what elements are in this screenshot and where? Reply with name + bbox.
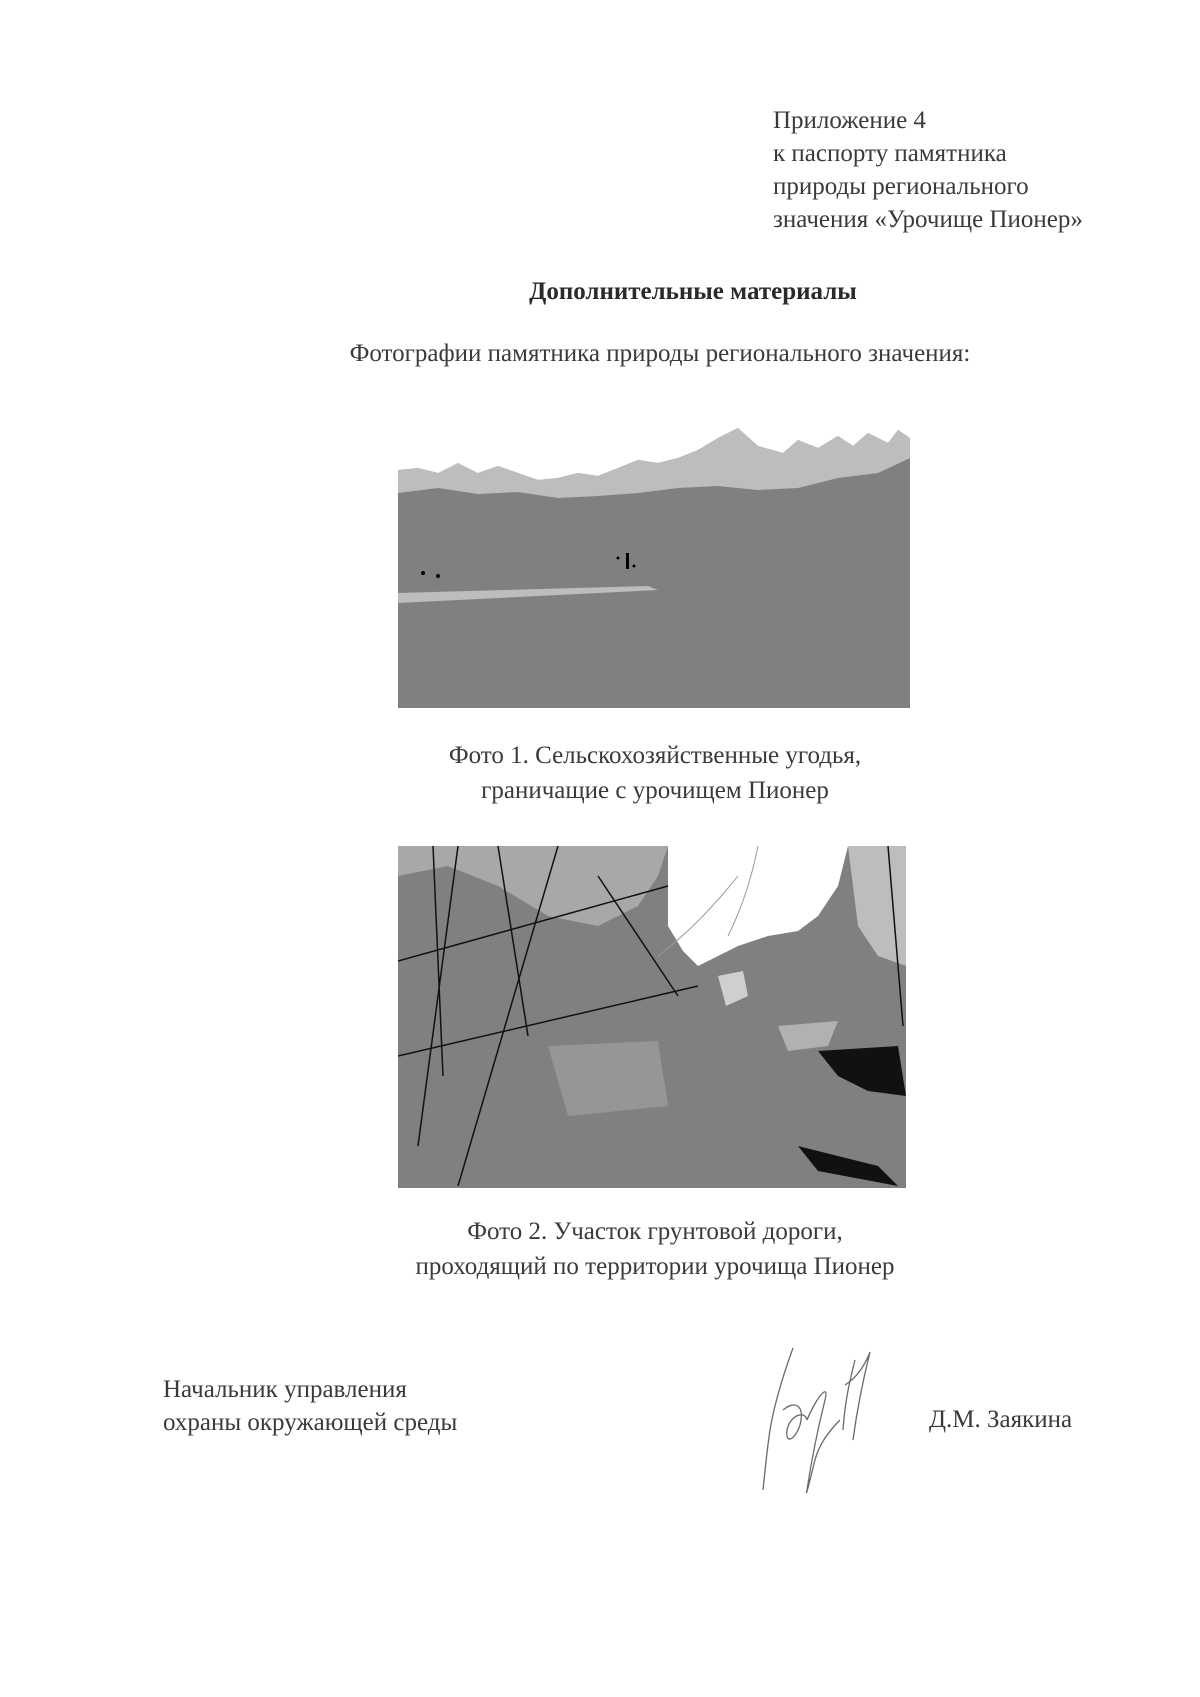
photo-caption-2 xyxy=(0,1214,1200,1284)
section-subtitle: Фотографии памятника природы регионального значения: xyxy=(349,340,971,367)
signature-icon xyxy=(745,1340,905,1500)
position-line: Начальник управления xyxy=(163,1376,407,1403)
photo-dirt-road xyxy=(398,846,906,1188)
caption-line: проходящий по территории урочища Пионер xyxy=(415,1253,895,1280)
signatory-name: Д.М. Заякина xyxy=(929,1406,1073,1433)
caption-line: Фото 2. Участок грунтовой дороги, xyxy=(467,1218,843,1245)
dirt-road-photo-icon xyxy=(398,846,906,1188)
caption-line: Фото 1. Сельскохозяйственные угодья, xyxy=(448,742,862,769)
photo-farmland xyxy=(398,418,910,708)
annex-line: значения «Урочище Пионер» xyxy=(773,206,1083,233)
annex-line: к паспорту памятника xyxy=(773,140,1007,167)
annex-line: Приложение 4 xyxy=(773,107,926,134)
caption-line: граничащие с урочищем Пионер xyxy=(481,777,829,804)
signatory-position xyxy=(163,1373,457,1439)
annex-line: природы регионального xyxy=(773,173,1029,200)
annex-reference xyxy=(773,104,1083,236)
photo-caption-1 xyxy=(0,738,1200,808)
page-title: Дополнительные материалы xyxy=(529,278,857,305)
position-line: охраны окружающей среды xyxy=(163,1409,458,1436)
farmland-photo-icon xyxy=(398,418,910,708)
